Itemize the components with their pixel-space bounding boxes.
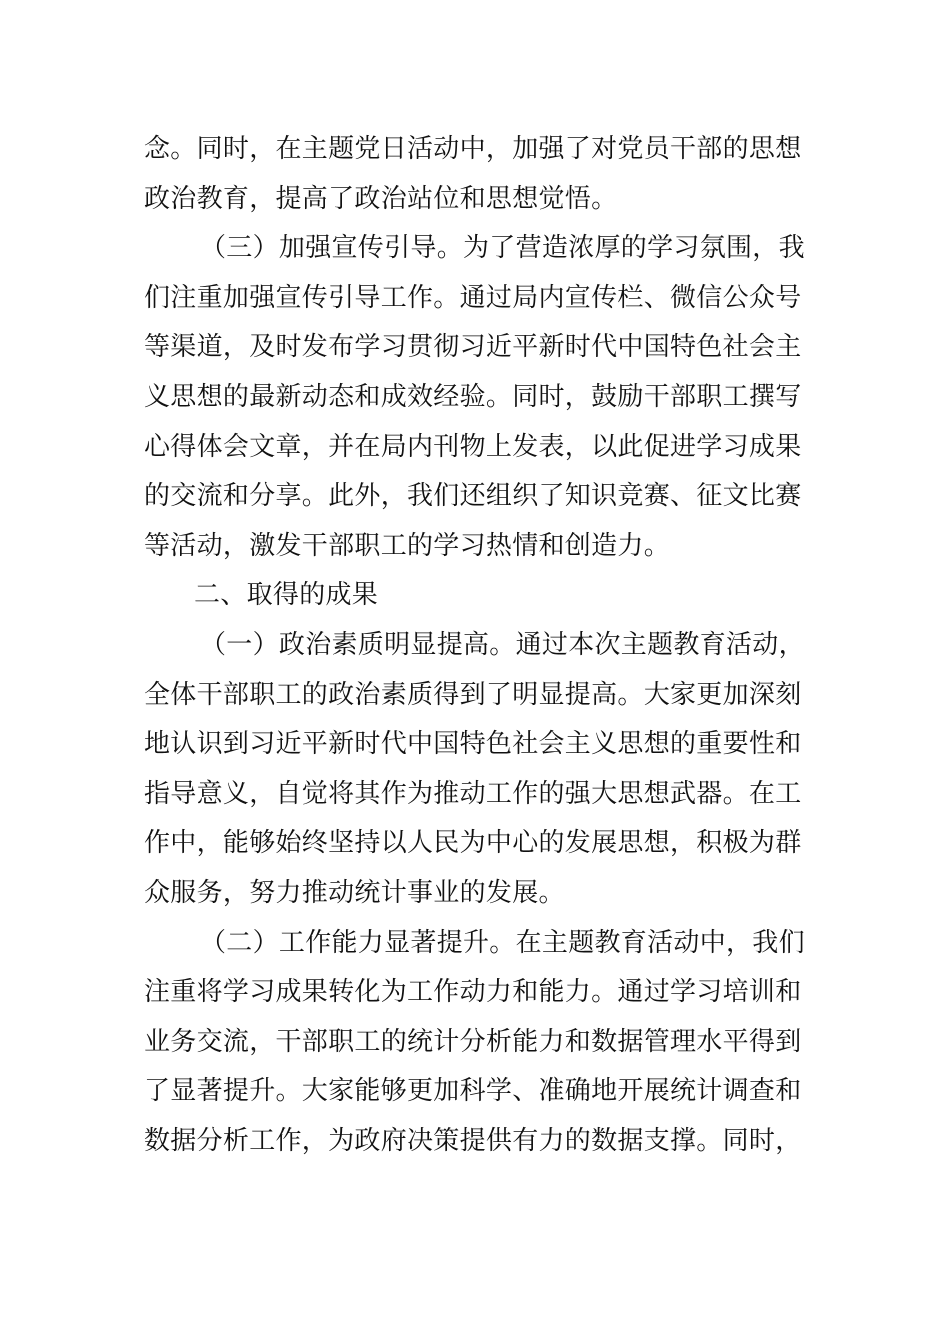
text-line: 政治教育，提高了政治站位和思想觉悟。 [144,183,618,214]
text-line: 地认识到习近平新时代中国特色社会主义思想的重要性和 [144,729,802,760]
text-line: 心得体会文章，并在局内刊物上发表，以此促进学习成果 [144,431,802,462]
text-line: 数据分析工作，为政府决策提供有力的数据支撑。同时， [144,1125,802,1156]
text-line: 了显著提升。大家能够更加科学、准确地开展统计调查和 [144,1076,802,1107]
text-line: 指导意义，自觉将其作为推动工作的强大思想武器。在工 [144,778,802,809]
text-line: 的交流和分享。此外，我们还组织了知识竞赛、征文比赛 [144,481,802,512]
text-line: 义思想的最新动态和成效经验。同时，鼓励干部职工撰写 [144,381,802,412]
paragraph-start-line: （二）工作能力显著提升。在主题教育活动中，我们 [200,927,805,958]
text-line: 全体干部职工的政治素质得到了明显提高。大家更加深刻 [144,679,802,710]
document-body [144,125,805,1166]
section-heading: 二、取得的成果 [194,580,379,611]
paragraph-start-line: （一）政治素质明显提高。通过本次主题教育活动， [200,629,805,660]
text-line: 业务交流，干部职工的统计分析能力和数据管理水平得到 [144,1026,802,1057]
text-line: 注重将学习成果转化为工作动力和能力。通过学习培训和 [144,977,802,1008]
text-line: 众服务，努力推动统计事业的发展。 [144,877,565,908]
text-line: 作中，能够始终坚持以人民为中心的发展思想，积极为群 [144,828,802,859]
text-line: 们注重加强宣传引导工作。通过局内宣传栏、微信公众号 [144,282,802,313]
paragraph-start-line: （三）加强宣传引导。为了营造浓厚的学习氛围，我 [200,233,805,264]
text-line: 念。同时，在主题党日活动中，加强了对党员干部的思想 [144,134,802,164]
text-line: 等渠道，及时发布学习贯彻习近平新时代中国特色社会主 [144,332,802,363]
text-line: 等活动，激发干部职工的学习热情和创造力。 [144,530,671,561]
